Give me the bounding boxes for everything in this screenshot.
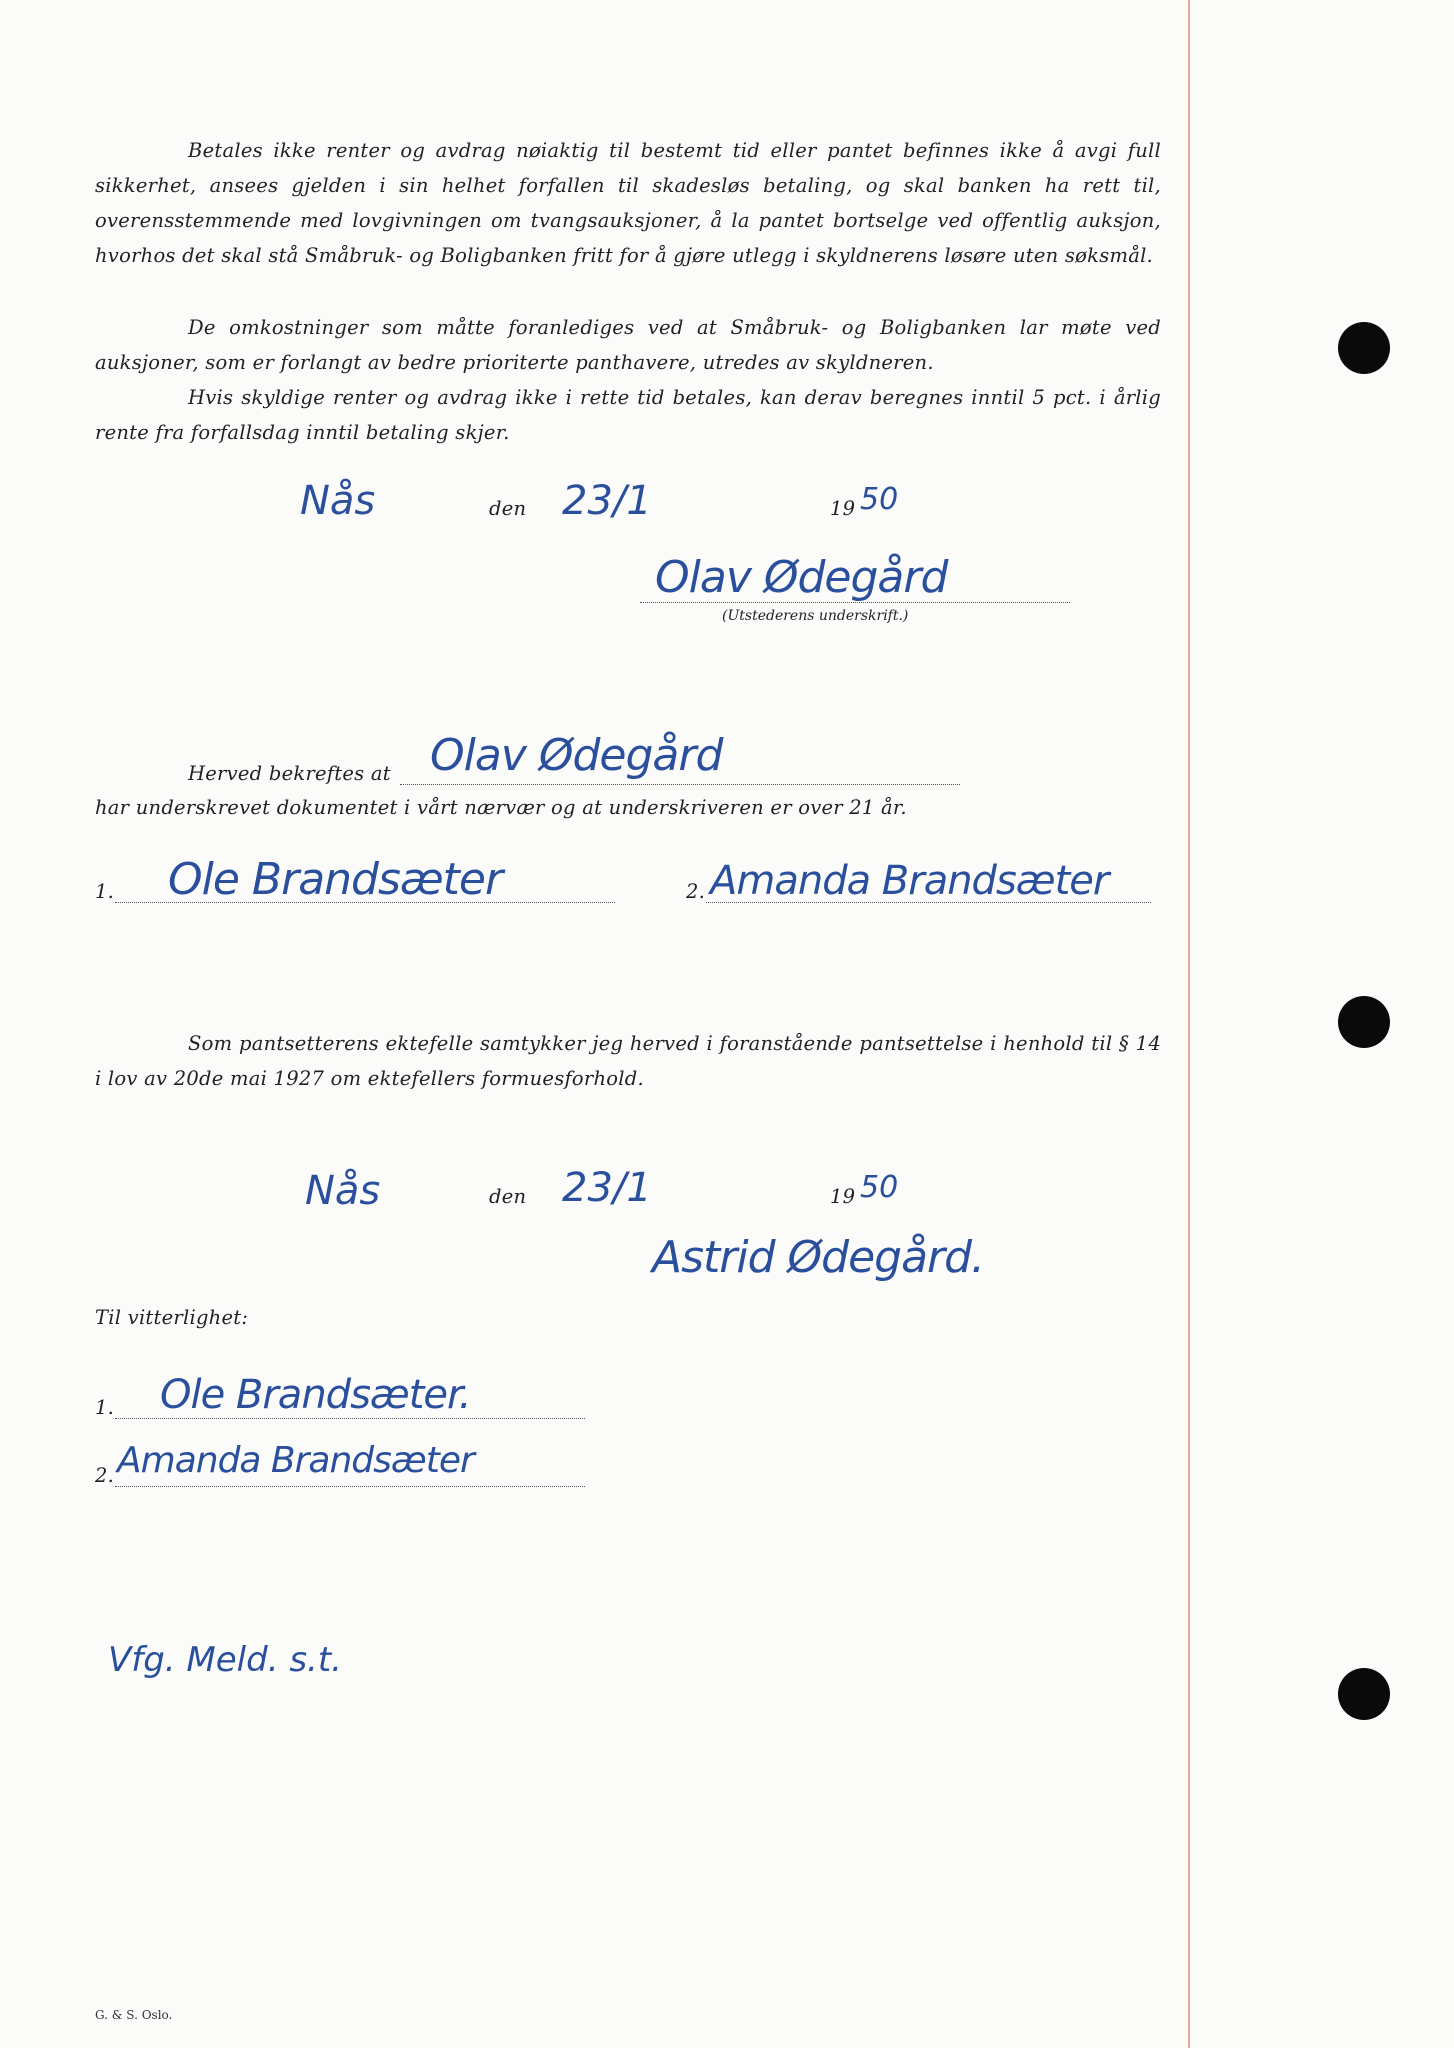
second-date-place: Nås	[305, 1168, 381, 1214]
second-date-year-prefix: 19	[830, 1185, 856, 1208]
punch-hole-top	[1338, 322, 1390, 374]
paragraph-spouse-consent: Som pantsetterens ektefelle samtykker jeg herved i foranstående pantsettelse i henhold til § 14 i lov av 20de mai 1927 om ektefellers formuesforhold.	[95, 1032, 1161, 1090]
confirmation-name: Olav Ødegård	[430, 730, 723, 781]
confirm-witness-1-number: 1.	[95, 880, 115, 903]
second-date-den: den	[489, 1185, 527, 1208]
paragraph-interest: Hvis skyldige renter og avdrag ikke i rette tid betales, kan derav beregnes inntil 5 pct. i årlig rente fra forfallsdag inntil betaling skjer.	[95, 386, 1161, 444]
witness-1-number: 1.	[95, 1396, 115, 1419]
punch-hole-middle	[1338, 996, 1390, 1048]
witnesses-label: Til vitterlighet:	[95, 1306, 249, 1329]
red-margin-line	[1188, 0, 1190, 2048]
first-date-year-prefix: 19	[830, 497, 856, 520]
first-date-value: 23/1	[562, 478, 652, 524]
issuer-signature-line	[640, 602, 1070, 603]
second-date-value: 23/1	[562, 1165, 652, 1211]
paragraph-default-terms: Betales ikke renter og avdrag nøiaktig til bestemt tid eller pantet befinnes ikke å avgi full sikkerhet, ansees gjelden i sin helhet forfallen til skadesløs betaling, og skal banken ha rett til, overensstemmende med lovgivningen om tvangsauksjoner, å la pantet bortselge ved offentlig auksjon, hvorhos det skal stå Småbruk- og Boligbanken fritt for å gjøre utlegg i skyldnerens løsøre uten søksmål.	[95, 139, 1161, 267]
witness-1-line	[115, 1418, 585, 1419]
confirm-witness-1-signature: Ole Brandsæter	[168, 854, 503, 905]
registry-notation: Vfg. Meld. s.t.	[108, 1640, 342, 1680]
witness-2-line	[115, 1486, 585, 1487]
confirmation-name-line	[400, 784, 960, 785]
first-date-year-suffix: 50	[860, 482, 899, 517]
confirmation-statement: har underskrevet dokumentet i vårt nærvær og at underskriveren er over 21 år.	[95, 796, 907, 819]
issuer-signature: Olav Ødegård	[655, 552, 948, 603]
second-date-year-suffix: 50	[860, 1170, 899, 1205]
confirmation-prefix: Herved bekreftes at	[188, 762, 391, 785]
spouse-signature: Astrid Ødegård.	[652, 1232, 985, 1283]
confirm-witness-2-number: 2.	[686, 880, 706, 903]
confirm-witness-2-signature: Amanda Brandsæter	[710, 858, 1109, 904]
witness-2-number: 2.	[95, 1464, 115, 1487]
paragraph-costs: De omkostninger som måtte foranlediges ved at Småbruk- og Boligbanken lar møte ved auksjoner, som er forlangt av bedre prioriterte panthavere, utredes av skyldneren.	[95, 316, 1161, 374]
first-date-place: Nås	[300, 478, 376, 524]
issuer-signature-label: (Utstederens underskrift.)	[722, 608, 909, 624]
punch-hole-bottom	[1338, 1668, 1390, 1720]
witness-1-signature: Ole Brandsæter.	[160, 1372, 471, 1418]
witness-2-signature: Amanda Brandsæter	[117, 1440, 474, 1481]
printer-mark: G. & S. Oslo.	[95, 2008, 173, 2022]
first-date-den: den	[489, 497, 527, 520]
